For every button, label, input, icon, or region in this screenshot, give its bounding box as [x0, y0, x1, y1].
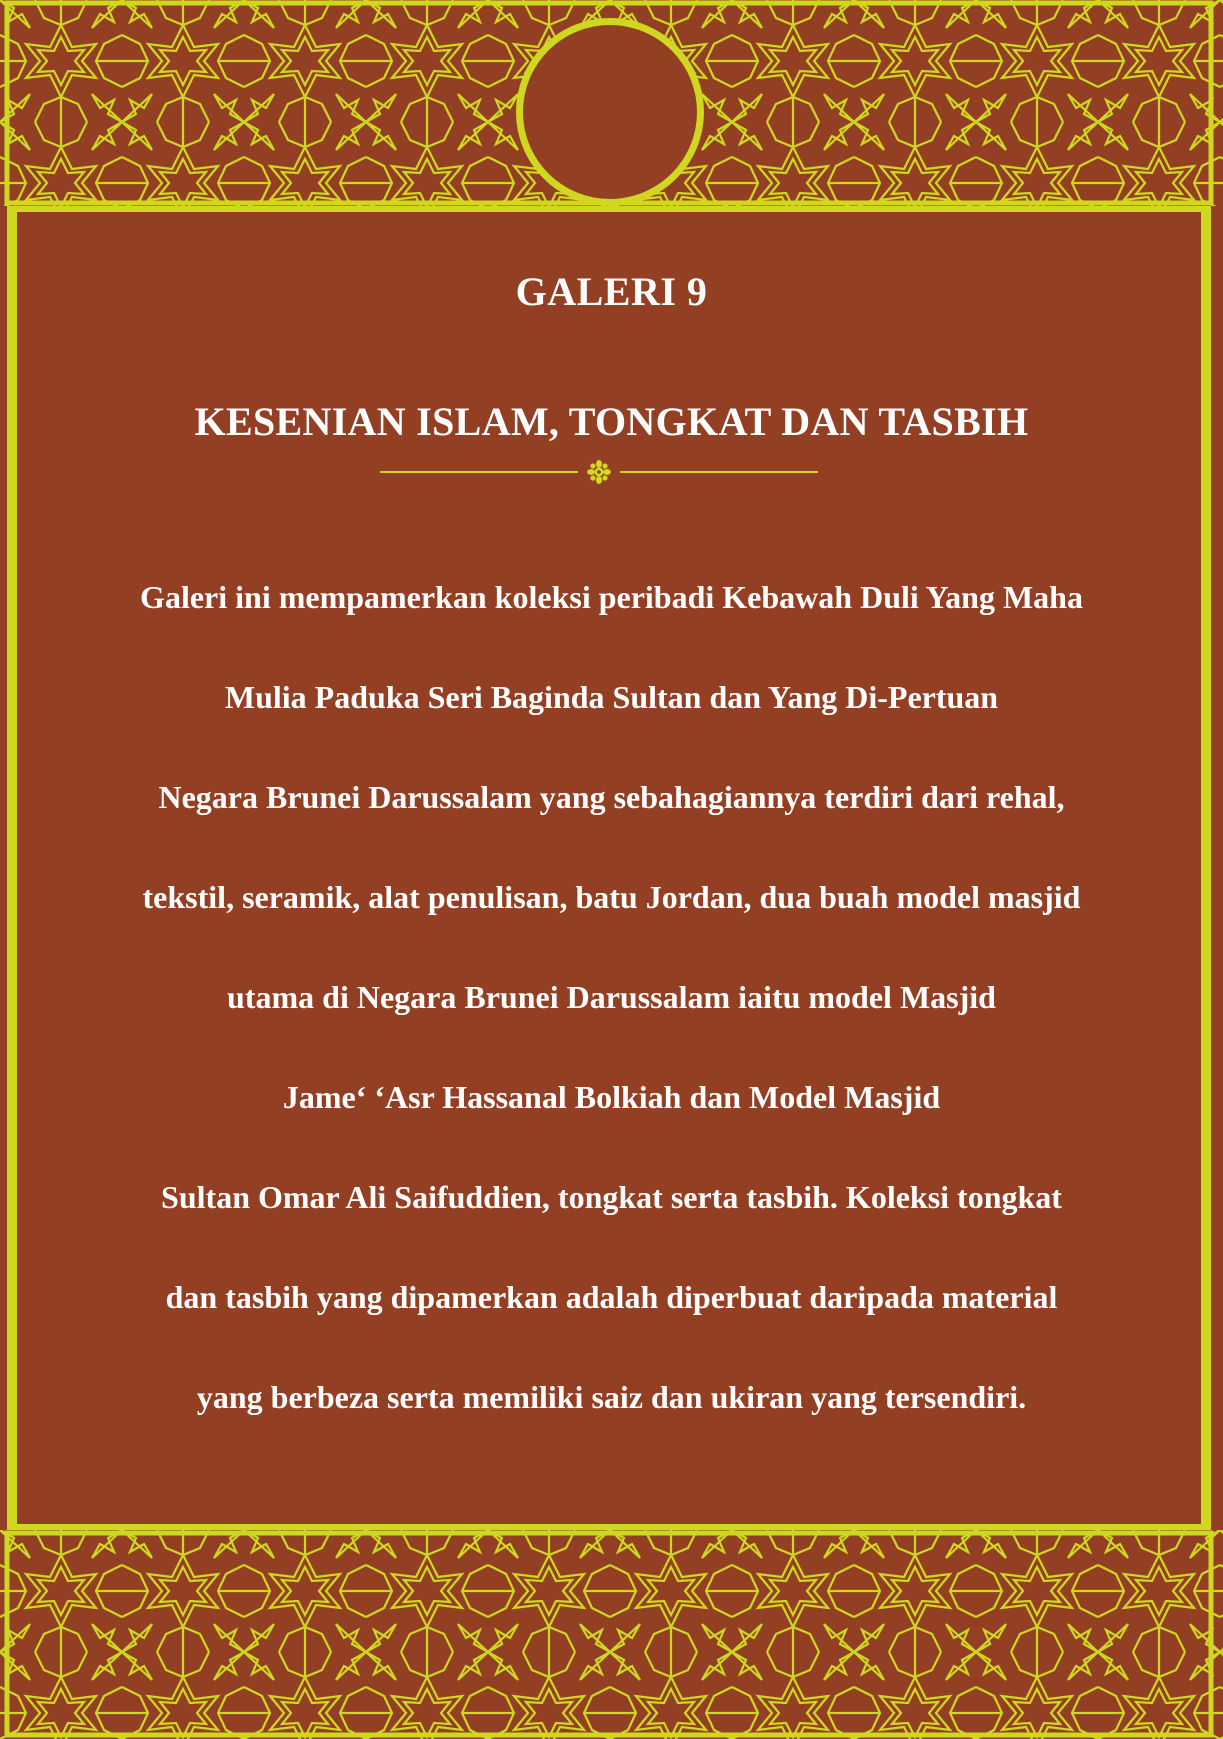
description-line: Galeri ini mempamerkan koleksi peribadi Kebawah Duli Yang Maha — [140, 579, 1083, 615]
description-line: Mulia Paduka Seri Baginda Sultan dan Yang Di-Pertuan — [224, 679, 999, 715]
divider-line-left — [380, 471, 578, 473]
description-line: tekstil, seramik, alat penulisan, batu Jordan, dua buah model masjid — [142, 879, 1081, 915]
description-line: Negara Brunei Darussalam yang sebahagiannya terdiri dari rehal, — [158, 779, 1065, 815]
description-line: utama di Negara Brunei Darussalam iaitu model Masjid — [227, 979, 996, 1015]
bottom-pattern-band — [0, 1530, 1223, 1739]
description-line: Jame‘ ‘Asr Hassanal Bolkiah dan Model Masjid — [282, 1079, 941, 1115]
description-line: dan tasbih yang dipamerkan adalah diperbuat daripada material — [165, 1279, 1058, 1315]
description-line: Sultan Omar Ali Saifuddien, tongkat serta tasbih. Koleksi tongkat — [161, 1179, 1062, 1215]
gallery-subtitle: KESENIAN ISLAM, TONGKAT DAN TASBIH — [194, 399, 1029, 444]
medallion-circle — [516, 18, 704, 206]
top-pattern-band — [0, 0, 1223, 206]
islamic-star-pattern-bottom — [0, 1530, 1223, 1739]
gallery-title: GALERI 9 — [515, 269, 708, 314]
divider-line-right — [620, 471, 818, 473]
flower-ornament-icon — [585, 460, 613, 484]
description-line: yang berbeza serta memiliki saiz dan ukiran yang tersendiri. — [196, 1379, 1027, 1415]
ornamental-divider — [380, 460, 818, 484]
gallery-description — [0, 575, 1223, 1475]
